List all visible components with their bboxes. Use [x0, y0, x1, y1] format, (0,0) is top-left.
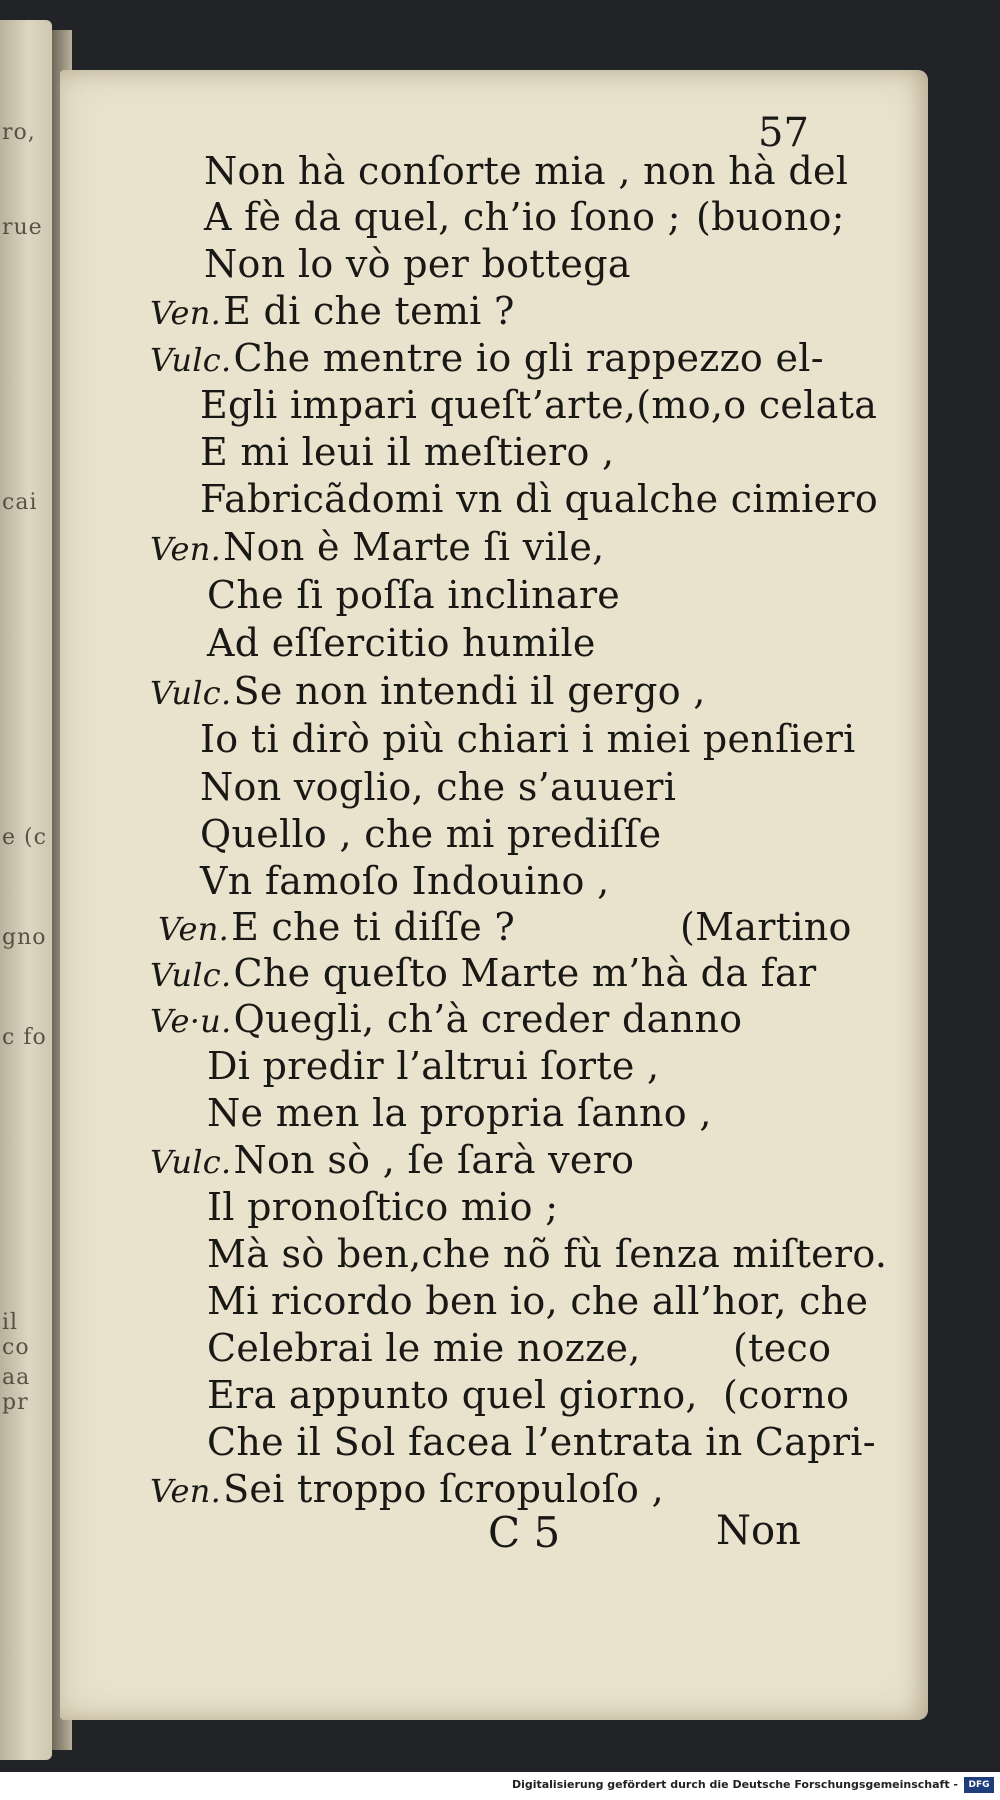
- line-text: Che ſi poſſa inclinare: [207, 573, 621, 617]
- speaker-label: Ven.: [150, 530, 222, 568]
- turnover-word: (corno: [723, 1373, 850, 1417]
- verse-line: [205, 1090, 712, 1138]
- verse-line: [158, 904, 852, 952]
- line-text: Il pronoſtico mio ;: [207, 1185, 559, 1229]
- speaker-label: Vulc.: [150, 956, 232, 994]
- line-text: Che mentre io gli rappezzo el-: [233, 336, 824, 380]
- line-text: Non sò , ſe ſarà vero: [233, 1138, 635, 1182]
- digitization-footer: [0, 1772, 1000, 1800]
- line-text: A fè da quel, ch’io ſono ;: [204, 195, 681, 239]
- verse-line: [150, 668, 706, 716]
- facing-page-fragment: ro,: [2, 120, 36, 145]
- line-text: Ne men la propria ſanno ,: [207, 1091, 712, 1135]
- verse-line: [150, 524, 605, 572]
- verse-line: [150, 1466, 664, 1514]
- verse-line: [198, 858, 609, 906]
- line-text: Egli impari queſt’arte,(mo,o celata: [200, 383, 878, 427]
- line-text: Fabricãdomi vn dì qualche cimiero: [200, 477, 879, 521]
- verse-line: [150, 288, 515, 336]
- catchword: Non: [716, 1508, 801, 1554]
- verse-line: [198, 811, 661, 859]
- verse-line: [205, 1278, 868, 1326]
- facing-page-fragment: e (c: [2, 825, 47, 850]
- speaker-label: Vulc.: [150, 674, 232, 712]
- speaker-label: Vulc.: [150, 341, 232, 379]
- speaker-label: Vulc.: [150, 1143, 232, 1181]
- verse-line: [205, 1372, 850, 1420]
- line-text: Sei troppo ſcropuloſo ,: [223, 1467, 664, 1511]
- turnover-word: (buono;: [696, 195, 845, 239]
- line-text: Che il Sol facea l’entrata in Capri-: [207, 1420, 876, 1464]
- verse-line: [205, 1231, 887, 1279]
- line-text: Quello , che mi prediſſe: [200, 812, 662, 856]
- line-text: Di predir l’altrui ſorte ,: [207, 1044, 660, 1088]
- signature-mark: C 5: [488, 1508, 561, 1557]
- speaker-label: Ven.: [150, 1472, 222, 1510]
- verse-line: [202, 241, 631, 289]
- turnover-word: (teco: [733, 1326, 832, 1370]
- verse-line: [198, 764, 676, 812]
- line-text: Mi ricordo ben io, che all’hor, che: [207, 1279, 869, 1323]
- line-text: Non è Marte ſi vile,: [223, 525, 605, 569]
- verse-line: [150, 1137, 634, 1185]
- line-text: Non hà conſorte mia , non hà del: [204, 149, 849, 193]
- speaker-label: Ven.: [150, 294, 222, 332]
- page-number: 57: [758, 110, 809, 156]
- line-text: E mi leui il meſtiero ,: [200, 430, 615, 474]
- line-text: Io ti dirò più chiari i miei penſieri: [200, 717, 856, 761]
- verse-line: [202, 194, 845, 242]
- facing-page-fragment: aa pr: [2, 1365, 31, 1415]
- line-text: Celebrai le mie nozze,: [207, 1326, 641, 1370]
- verse-line: [198, 382, 877, 430]
- line-text: Non voglio, che s’auueri: [200, 765, 677, 809]
- verse-line: [198, 429, 614, 477]
- line-text: Non lo vò per bottega: [204, 242, 631, 286]
- verse-line: [150, 335, 824, 383]
- verse-line: [205, 572, 620, 620]
- line-text: E che ti diſſe ?: [231, 905, 516, 949]
- footer-credit: Digitalisierung gefördert durch die Deutsche Forschungsgemeinschaft -: [511, 1778, 958, 1791]
- verse-line: [202, 148, 848, 196]
- verse-line: [205, 1419, 876, 1467]
- verse-line: [205, 1325, 832, 1373]
- line-text: Ad eſſercitio humile: [207, 621, 596, 665]
- line-text: E di che temi ?: [223, 289, 515, 333]
- line-text: Che queſto Marte m’hà da far: [233, 951, 817, 995]
- facing-page-fragment: il co: [2, 1310, 30, 1360]
- verse-line: [205, 620, 596, 668]
- facing-page-fragment: c fo: [2, 1025, 47, 1050]
- verse-line: [150, 950, 816, 998]
- verse-line: [198, 476, 878, 524]
- facing-page-fragment: gno: [2, 925, 47, 950]
- line-text: Se non intendi il gergo ,: [233, 669, 706, 713]
- line-text: Mà sò ben,che nõ fù ſenza miſtero.: [207, 1232, 888, 1276]
- line-text: Era appunto quel giorno,: [207, 1373, 698, 1417]
- verse-line: [198, 716, 856, 764]
- facing-page-fragment: rue: [2, 215, 43, 240]
- facing-page-fragment: cai: [2, 490, 38, 515]
- speaker-label: Ven.: [158, 910, 230, 948]
- line-text: Vn famoſo Indouino ,: [200, 859, 610, 903]
- turnover-word: (Martino: [680, 905, 852, 949]
- line-text: Quegli, ch’à creder danno: [233, 997, 743, 1041]
- speaker-label: Ve·u.: [150, 1002, 232, 1040]
- verse-line: [205, 1043, 659, 1091]
- verse-line: [150, 996, 742, 1044]
- dfg-logo-icon: DFG: [964, 1777, 994, 1793]
- verse-line: [205, 1184, 558, 1232]
